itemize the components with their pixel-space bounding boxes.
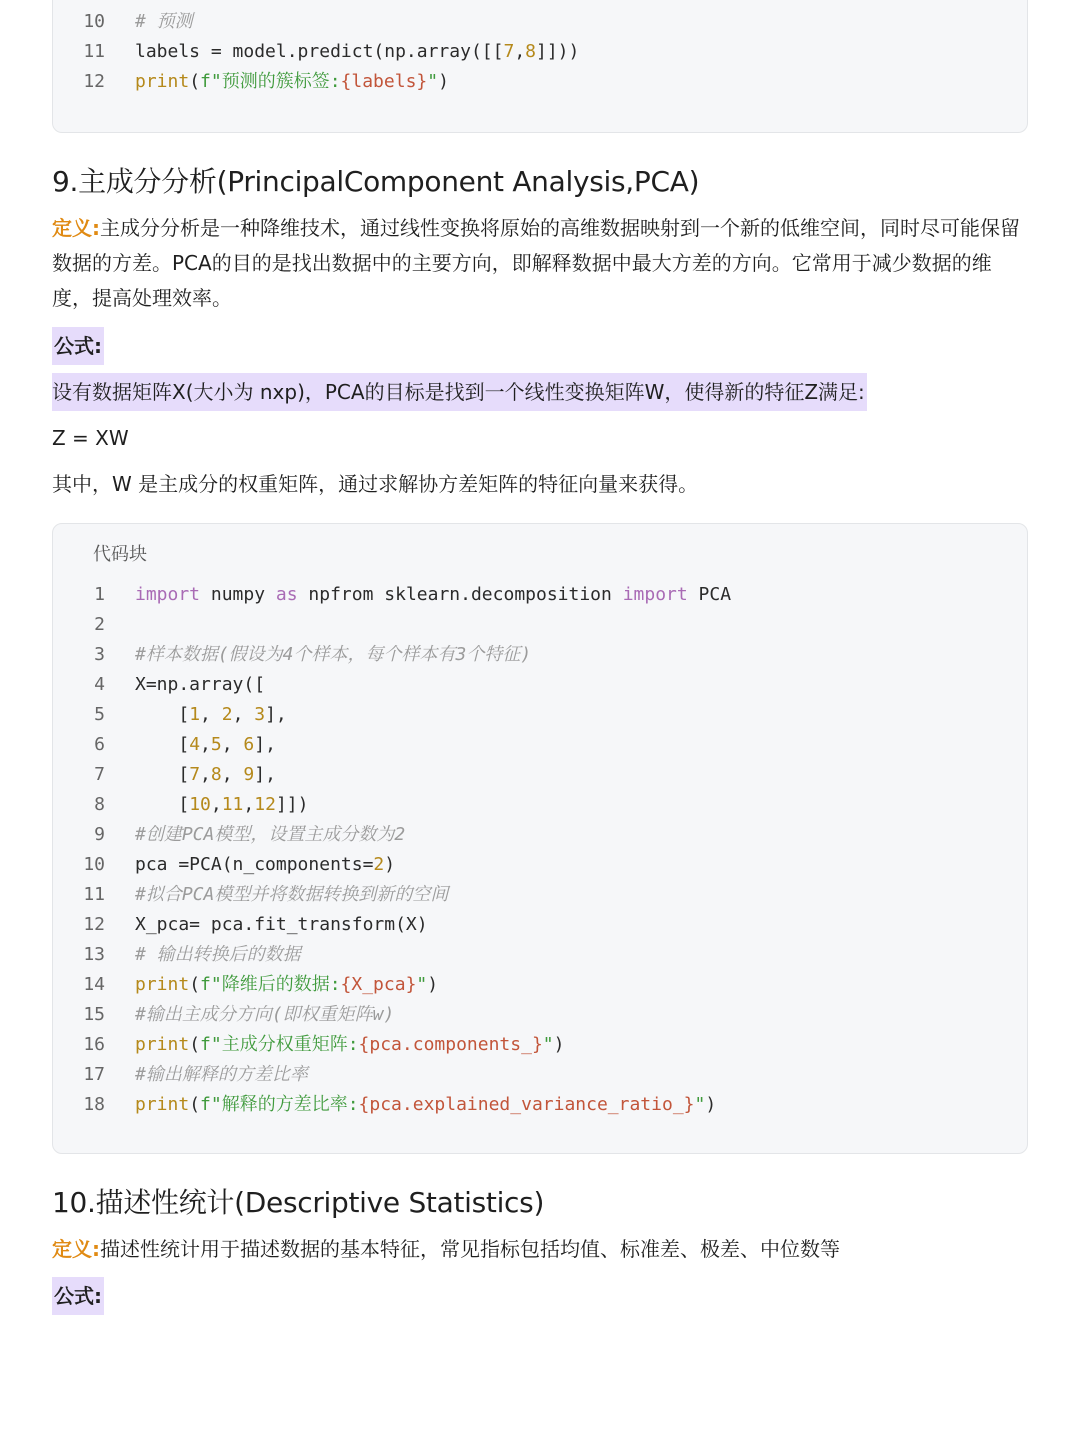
section-10-definition <box>52 1232 1028 1267</box>
code-token: X=np.array([ <box>135 674 266 695</box>
code-token: {X_pca} <box>340 974 417 995</box>
code-token: 9 <box>243 764 255 785</box>
code-token: [ <box>135 704 190 725</box>
line-number: 11 <box>83 884 105 905</box>
code-text <box>135 880 448 910</box>
code-line <box>53 580 1027 610</box>
code-token: , <box>200 734 211 755</box>
formula-note: 其中，W 是主成分的权重矩阵，通过求解协方差矩阵的特征向量来获得。 <box>52 472 699 496</box>
code-token: " <box>542 1034 554 1055</box>
code-token: ) <box>705 1094 717 1115</box>
code-token: pca =PCA(n_components= <box>135 854 374 875</box>
code-text <box>135 850 395 880</box>
code-block-top <box>52 0 1028 133</box>
code-token: print <box>135 71 190 92</box>
code-token: ) <box>384 854 396 875</box>
code-token: import <box>622 584 688 605</box>
line-number: 9 <box>94 824 105 845</box>
code-language-label: 代码块 <box>93 544 147 565</box>
line-number: 11 <box>83 41 105 62</box>
code-token: #拟合PCA模型并将数据转换到新的空间 <box>135 884 449 905</box>
code-text <box>135 580 731 610</box>
code-token: import <box>135 584 201 605</box>
definition-label: 定义: <box>52 216 100 240</box>
definition-label: 定义: <box>52 1237 100 1261</box>
code-token: [ <box>135 794 190 815</box>
formula-label: 公式: <box>52 327 104 365</box>
code-token: [ <box>135 734 190 755</box>
code-line <box>53 760 1027 790</box>
line-number: 8 <box>94 794 105 815</box>
formula-intro: 设有数据矩阵X(大小为 nxp)，PCA的目标是找到一个线性变换矩阵W，使得新的特征Z满足: <box>52 373 867 411</box>
code-token: ( <box>189 1034 201 1055</box>
code-text <box>135 1060 308 1090</box>
line-number: 17 <box>83 1064 105 1085</box>
code-line <box>53 880 1027 910</box>
code-token: print <box>135 1094 190 1115</box>
code-text <box>135 970 438 1000</box>
section-9-definition <box>52 211 1028 316</box>
code-token: 4 <box>189 734 201 755</box>
code-token: 2 <box>221 704 233 725</box>
code-token: " <box>416 974 428 995</box>
code-line <box>53 790 1027 820</box>
code-token: # 预测 <box>135 11 193 32</box>
code-token: , <box>210 794 222 815</box>
code-token: {labels} <box>340 71 428 92</box>
code-token: npfrom sklearn.decomposition <box>297 584 623 605</box>
code-line <box>53 1060 1027 1090</box>
line-number: 4 <box>94 674 105 695</box>
code-text <box>135 820 405 850</box>
line-number: 7 <box>94 764 105 785</box>
code-line <box>53 640 1027 670</box>
line-number: 12 <box>83 914 105 935</box>
code-token: 10 <box>189 794 211 815</box>
code-text <box>135 940 301 970</box>
code-text <box>135 760 276 790</box>
code-line <box>53 37 1027 67</box>
code-text <box>135 1030 564 1060</box>
code-token: , <box>200 764 211 785</box>
code-token: ], <box>254 734 276 755</box>
code-token: f"解释的方差比率: <box>200 1094 359 1115</box>
code-line <box>53 610 1027 640</box>
code-line <box>53 940 1027 970</box>
code-text <box>135 1090 716 1120</box>
line-number: 3 <box>94 644 105 665</box>
formula-label: 公式: <box>52 1277 104 1315</box>
code-token: 8 <box>210 764 222 785</box>
code-token: 2 <box>373 854 385 875</box>
code-line <box>53 1000 1027 1030</box>
code-token: ( <box>189 71 201 92</box>
code-line <box>53 850 1027 880</box>
code-token: 8 <box>525 41 536 62</box>
code-token: 1 <box>189 704 201 725</box>
line-number: 5 <box>94 704 105 725</box>
code-token: numpy <box>200 584 276 605</box>
code-token: , <box>200 704 222 725</box>
code-token: {pca.components_} <box>358 1034 543 1055</box>
code-token: f"降维后的数据: <box>200 974 341 995</box>
line-number: 15 <box>83 1004 105 1025</box>
code-text <box>135 67 449 97</box>
code-token: ]])) <box>536 41 580 62</box>
code-token: #输出主成分方向(即权重矩阵w) <box>135 1004 395 1025</box>
code-token: as <box>275 584 298 605</box>
line-number: 14 <box>83 974 105 995</box>
code-block-pca <box>52 523 1028 1154</box>
code-text <box>135 730 276 760</box>
section-10-title: 10.描述性统计(Descriptive Statistics) <box>52 1186 545 1219</box>
code-line <box>53 670 1027 700</box>
code-line <box>53 970 1027 1000</box>
code-token: 7 <box>189 764 201 785</box>
code-token: ], <box>265 704 287 725</box>
code-token: 5 <box>210 734 222 755</box>
code-token: , <box>232 704 255 725</box>
code-token: PCA <box>687 584 732 605</box>
code-token: " <box>694 1094 706 1115</box>
formula: Z = XW <box>52 426 129 450</box>
line-number: 1 <box>94 584 105 605</box>
code-text <box>135 1000 394 1030</box>
code-token: print <box>135 1034 190 1055</box>
line-number: 10 <box>83 11 105 32</box>
code-token: ( <box>189 1094 201 1115</box>
code-token: print <box>135 974 190 995</box>
definition-text: 主成分分析是一种降维技术，通过线性变换将原始的高维数据映射到一个新的低维空间，同时尽可能保留数据的方差。PCA的目的是找出数据中的主要方向，即解释数据中最大方差的方向。它常用于减少数据的维度，提高处理效率。 <box>52 216 1020 310</box>
code-text <box>135 910 428 940</box>
line-number: 13 <box>83 944 105 965</box>
code-token: # 输出转换后的数据 <box>135 944 301 965</box>
code-token: , <box>221 734 244 755</box>
code-token: " <box>427 71 439 92</box>
line-number: 12 <box>83 71 105 92</box>
code-token: #样本数据(假设为4个样本，每个样本有3个特征) <box>135 644 532 665</box>
code-token: ( <box>189 974 201 995</box>
code-token: 6 <box>243 734 255 755</box>
code-line <box>53 700 1027 730</box>
code-token: , <box>243 794 255 815</box>
code-token: , <box>514 41 526 62</box>
line-number: 10 <box>83 854 105 875</box>
code-token: 7 <box>503 41 515 62</box>
code-text <box>135 37 579 67</box>
definition-text: 描述性统计用于描述数据的基本特征，常见指标包括均值、标准差、极差、中位数等 <box>100 1237 840 1261</box>
code-text <box>135 7 193 37</box>
code-token: labels = model.predict(np.array([[ <box>135 41 504 62</box>
code-token: 11 <box>221 794 244 815</box>
code-token: f"主成分权重矩阵: <box>200 1034 359 1055</box>
code-token: 12 <box>254 794 276 815</box>
line-number: 2 <box>94 614 105 635</box>
line-number: 18 <box>83 1094 105 1115</box>
code-text <box>135 670 265 700</box>
code-token: 3 <box>254 704 266 725</box>
section-9-title: 9.主成分分析(PrincipalComponent Analysis,PCA) <box>52 165 700 198</box>
code-text <box>135 700 287 730</box>
code-token: #输出解释的方差比率 <box>135 1064 308 1085</box>
code-token: ], <box>254 764 276 785</box>
code-token: ) <box>427 974 439 995</box>
code-token: f"预测的簇标签: <box>200 71 341 92</box>
code-line <box>53 7 1027 37</box>
line-number: 6 <box>94 734 105 755</box>
code-line <box>53 1030 1027 1060</box>
code-token: , <box>221 764 244 785</box>
code-token: ) <box>553 1034 565 1055</box>
code-token: [ <box>135 764 190 785</box>
code-token: ]]) <box>275 794 309 815</box>
code-token: #创建PCA模型，设置主成分数为2 <box>135 824 406 845</box>
code-text <box>135 790 308 820</box>
code-line <box>53 730 1027 760</box>
line-number: 16 <box>83 1034 105 1055</box>
code-token: ) <box>438 71 449 92</box>
code-line <box>53 1090 1027 1120</box>
code-token: X_pca= pca.fit_transform(X) <box>135 914 428 935</box>
code-line <box>53 910 1027 940</box>
code-line <box>53 820 1027 850</box>
code-line <box>53 67 1027 97</box>
code-text <box>135 640 531 670</box>
code-token: {pca.explained_variance_ratio_} <box>358 1094 695 1115</box>
